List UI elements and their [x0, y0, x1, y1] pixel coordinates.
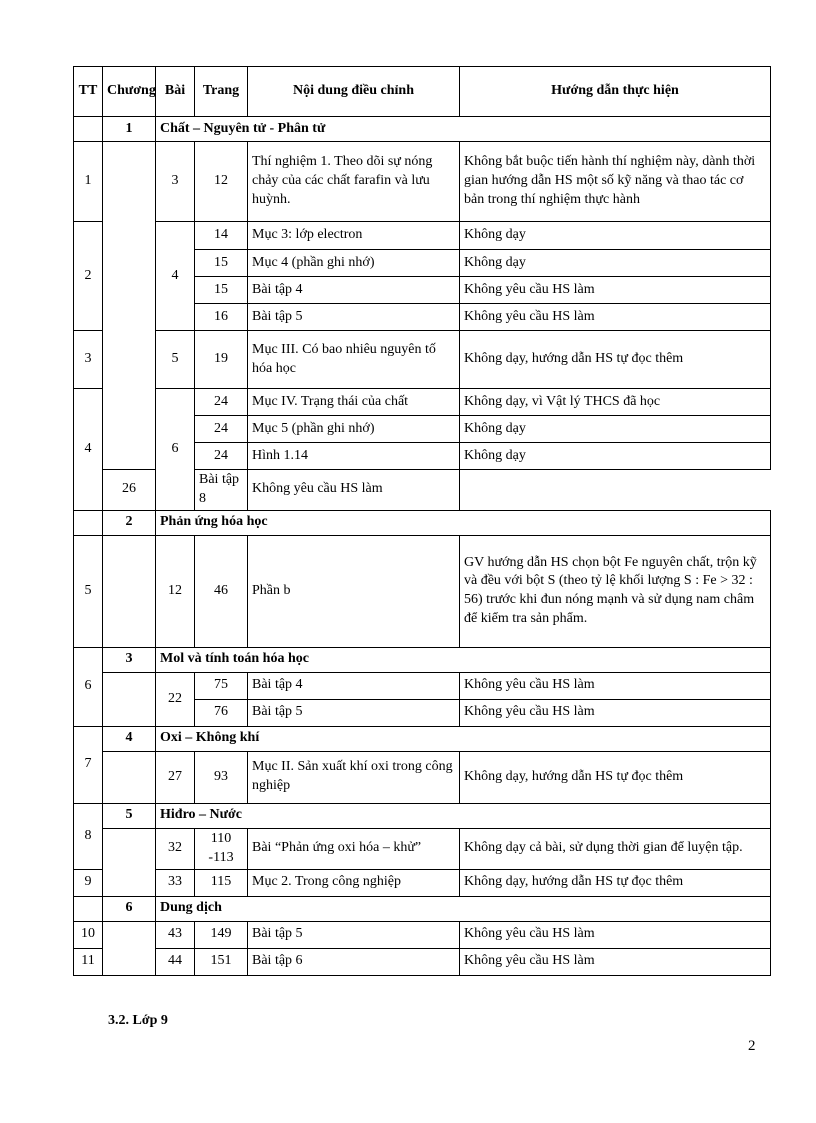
huongdan-cell: Không yêu cầu HS làm: [460, 277, 771, 304]
table-row: [74, 869, 771, 896]
chuong-span: [103, 142, 156, 470]
trang-cell: 19: [195, 331, 248, 389]
trang-cell: 15: [195, 277, 248, 304]
noidung-cell: Mục 3: lớp electron: [248, 222, 460, 250]
huongdan-cell: Không yêu cầu HS làm: [248, 470, 460, 511]
header-trang: Trang: [195, 67, 248, 117]
noidung-cell: Hình 1.14: [248, 443, 460, 470]
chapter-row: [74, 117, 771, 142]
table-row: [74, 921, 771, 948]
chapter-row: [74, 647, 771, 672]
noidung-cell: Mục III. Có bao nhiêu nguyên tố hóa học: [248, 331, 460, 389]
noidung-cell: Mục IV. Trạng thái của chất: [248, 389, 460, 416]
chapter-title: Mol và tính toán hóa học: [156, 647, 771, 672]
trang-cell: 26: [103, 470, 156, 511]
tt-cell: 6: [74, 647, 103, 726]
bai-cell: 5: [156, 331, 195, 389]
huongdan-cell: Không yêu cầu HS làm: [460, 699, 771, 726]
tt-cell: 4: [74, 389, 103, 511]
noidung-cell: Thí nghiệm 1. Theo dõi sự nóng chảy của các chất farafin và lưu huỳnh.: [248, 142, 460, 222]
huongdan-cell: Không dạy, hướng dẫn HS tự đọc thêm: [460, 331, 771, 389]
chuong-span: [103, 751, 156, 803]
bai-cell: 22: [156, 672, 195, 726]
huongdan-cell: Không dạy: [460, 250, 771, 277]
chapter-row: [74, 510, 771, 535]
trang-cell: 24: [195, 416, 248, 443]
noidung-cell: Mục 2. Trong công nghiệp: [248, 869, 460, 896]
chapter-row: [74, 896, 771, 921]
header-chuong: Chương: [103, 67, 156, 117]
chapter-row: [74, 803, 771, 828]
section-heading: 3.2. Lớp 9: [108, 1013, 168, 1028]
table-row: [74, 828, 771, 869]
chapter-number: 1: [103, 117, 156, 142]
huongdan-cell: Không dạy, vì Vật lý THCS đã học: [460, 389, 771, 416]
trang-cell: 14: [195, 222, 248, 250]
noidung-cell: Bài tập 5: [248, 921, 460, 948]
huongdan-cell: Không dạy, hướng dẫn HS tự đọc thêm: [460, 869, 771, 896]
noidung-cell: Phần b: [248, 535, 460, 647]
chapter-number: 2: [103, 510, 156, 535]
table-row: [74, 948, 771, 975]
table-row: [74, 535, 771, 647]
tt-cell: 7: [74, 726, 103, 803]
table-row: [74, 751, 771, 803]
tt-cell: 1: [74, 142, 103, 222]
noidung-cell: Bài tập 4: [248, 277, 460, 304]
chapter-number: 4: [103, 726, 156, 751]
chapter-title: Hiđro – Nước: [156, 803, 771, 828]
tt-cell: 2: [74, 222, 103, 331]
noidung-cell: Mục 5 (phần ghi nhớ): [248, 416, 460, 443]
tt-cell: 5: [74, 535, 103, 647]
noidung-cell: Bài tập 6: [248, 948, 460, 975]
table-row: [74, 389, 771, 416]
noidung-cell: Bài tập 4: [248, 672, 460, 699]
tt-cell: 8: [74, 803, 103, 869]
table-row: [74, 142, 771, 222]
huongdan-cell: Không dạy: [460, 416, 771, 443]
noidung-cell: Bài tập 5: [248, 699, 460, 726]
bai-cell: 43: [156, 921, 195, 948]
trang-cell: 24: [195, 389, 248, 416]
header-huongdan: Hướng dẫn thực hiện: [460, 67, 771, 117]
bai-cell: 33: [156, 869, 195, 896]
table-row: [74, 331, 771, 389]
bai-cell: 12: [156, 535, 195, 647]
chapter-title: Phản ứng hóa học: [156, 510, 771, 535]
noidung-cell: Mục 4 (phần ghi nhớ): [248, 250, 460, 277]
header-row: [74, 67, 771, 117]
chapter-number: 6: [103, 896, 156, 921]
chapter-number: 5: [103, 803, 156, 828]
chuong-span: [103, 921, 156, 975]
trang-cell: 151: [195, 948, 248, 975]
trang-cell: 149: [195, 921, 248, 948]
trang-cell: 93: [195, 751, 248, 803]
bai-cell: 6: [156, 389, 195, 511]
bai-cell: 3: [156, 142, 195, 222]
noidung-cell: Mục II. Sản xuất khí oxi trong công nghiệp: [248, 751, 460, 803]
huongdan-cell: Không dạy, hướng dẫn HS tự đọc thêm: [460, 751, 771, 803]
tt-cell: 9: [74, 869, 103, 896]
huongdan-cell: Không dạy: [460, 222, 771, 250]
header-noidung: Nội dung điều chỉnh: [248, 67, 460, 117]
huongdan-cell: GV hướng dẫn HS chọn bột Fe nguyên chất, trộn kỹ và đều với bột S (theo tỷ lệ khối lượng S : Fe > 32 : 56) trước khi đun nóng mạnh và sử dụng nam châm để kiểm tra sản phẩm.: [460, 535, 771, 647]
trang-cell: 75: [195, 672, 248, 699]
adjustment-table: [73, 66, 771, 976]
bai-cell: 4: [156, 222, 195, 331]
chuong-span: [103, 828, 156, 896]
table-row: [74, 222, 771, 250]
huongdan-cell: Không dạy: [460, 443, 771, 470]
tt-cell: 10: [74, 921, 103, 948]
trang-cell: 15: [195, 250, 248, 277]
noidung-cell: Bài tập 5: [248, 304, 460, 331]
trang-cell: 76: [195, 699, 248, 726]
trang-cell: 16: [195, 304, 248, 331]
bai-cell: 27: [156, 751, 195, 803]
chapter-number: 3: [103, 647, 156, 672]
huongdan-cell: Không yêu cầu HS làm: [460, 672, 771, 699]
trang-cell: 110 -113: [195, 828, 248, 869]
huongdan-cell: Không bắt buộc tiến hành thí nghiệm này, dành thời gian hướng dẫn HS một số kỹ năng và thao tác cơ bản trong thí nghiệm thực hành: [460, 142, 771, 222]
huongdan-cell: Không yêu cầu HS làm: [460, 921, 771, 948]
bai-cell: 32: [156, 828, 195, 869]
chapter-row: [74, 726, 771, 751]
trang-cell: 46: [195, 535, 248, 647]
header-bai: Bài: [156, 67, 195, 117]
huongdan-cell: Không yêu cầu HS làm: [460, 948, 771, 975]
chapter-title: Chất – Nguyên tử - Phân tử: [156, 117, 771, 142]
tt-cell: 3: [74, 331, 103, 389]
tt-cell: 11: [74, 948, 103, 975]
huongdan-cell: Không dạy cả bài, sử dụng thời gian để luyện tập.: [460, 828, 771, 869]
chapter-title: Oxi – Không khí: [156, 726, 771, 751]
bai-cell: 44: [156, 948, 195, 975]
tt-blank: [74, 510, 103, 535]
tt-blank: [74, 896, 103, 921]
chapter-title: Dung dịch: [156, 896, 771, 921]
noidung-cell: Bài tập 8: [195, 470, 248, 511]
chuong-span: [103, 535, 156, 647]
trang-cell: 115: [195, 869, 248, 896]
noidung-cell: Bài “Phản ứng oxi hóa – khử”: [248, 828, 460, 869]
table-row: [74, 672, 771, 699]
trang-cell: 24: [195, 443, 248, 470]
huongdan-cell: Không yêu cầu HS làm: [460, 304, 771, 331]
page-number: 2: [748, 1038, 756, 1054]
tt-blank: [74, 117, 103, 142]
chuong-span: [103, 672, 156, 726]
header-tt: TT: [74, 67, 103, 117]
trang-cell: 12: [195, 142, 248, 222]
